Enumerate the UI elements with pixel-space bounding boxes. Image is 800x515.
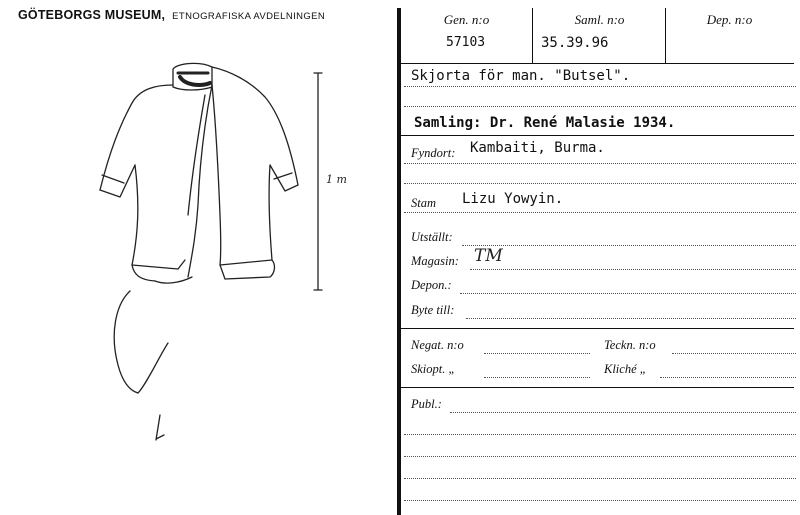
coat-sketch [60, 55, 360, 455]
utstallt-label: Utställt: [411, 230, 453, 244]
rule [462, 245, 796, 246]
depon-label: Depon.: [411, 278, 452, 292]
stam-value: Lizu Yowyin. [462, 191, 564, 207]
rule [460, 293, 796, 294]
negat-label: Negat. n:o [411, 338, 464, 352]
magasin-value: TM [474, 246, 503, 266]
skiopt-label: Skiopt. „ [411, 362, 456, 376]
rule [404, 456, 796, 457]
rule [450, 412, 796, 413]
teckn-label: Teckn. n:o [604, 338, 656, 352]
rule [404, 86, 796, 87]
dep-cell [665, 8, 793, 63]
header-divider [400, 63, 794, 64]
rule [404, 500, 796, 501]
magasin-label: Magasin: [411, 254, 459, 268]
rule [660, 377, 796, 378]
gen-cell [401, 8, 532, 63]
rule [404, 478, 796, 479]
publ-label: Publ.: [411, 397, 442, 411]
department-name: ETNOGRAFISKA AVDELNINGEN [172, 11, 326, 22]
rule [404, 434, 796, 435]
rule [404, 212, 796, 213]
section-divider [400, 328, 794, 329]
stam-label: Stam [411, 196, 436, 210]
museum-header [18, 6, 325, 24]
fyndort-value: Kambaiti, Burma. [470, 140, 605, 156]
gen-label: Gen. n:o [443, 12, 490, 27]
fyndort-label: Fyndort: [411, 146, 456, 160]
rule [404, 183, 796, 184]
museum-name: GÖTEBORGS MUSEUM, [18, 8, 166, 22]
rule [484, 377, 590, 378]
collection-divider [400, 135, 794, 136]
object-title: Skjorta för man. "Butsel". [411, 68, 631, 84]
section-divider [400, 387, 794, 388]
rule [484, 353, 590, 354]
rule [404, 163, 796, 164]
rule [404, 106, 796, 107]
byte-label: Byte till: [411, 303, 455, 317]
dep-label: Dep. n:o [706, 12, 753, 27]
rule [672, 353, 796, 354]
rule [470, 269, 796, 270]
kliche-label: Kliché „ [604, 362, 647, 376]
saml-value: 35.39.96 [541, 35, 609, 51]
saml-cell [532, 8, 666, 63]
collection: Samling: Dr. René Malasie 1934. [414, 115, 676, 131]
scale-note: 1 m [326, 173, 347, 186]
rule [466, 318, 796, 319]
saml-label: Saml. n:o [574, 12, 625, 27]
gen-value: 57103 [446, 35, 486, 50]
